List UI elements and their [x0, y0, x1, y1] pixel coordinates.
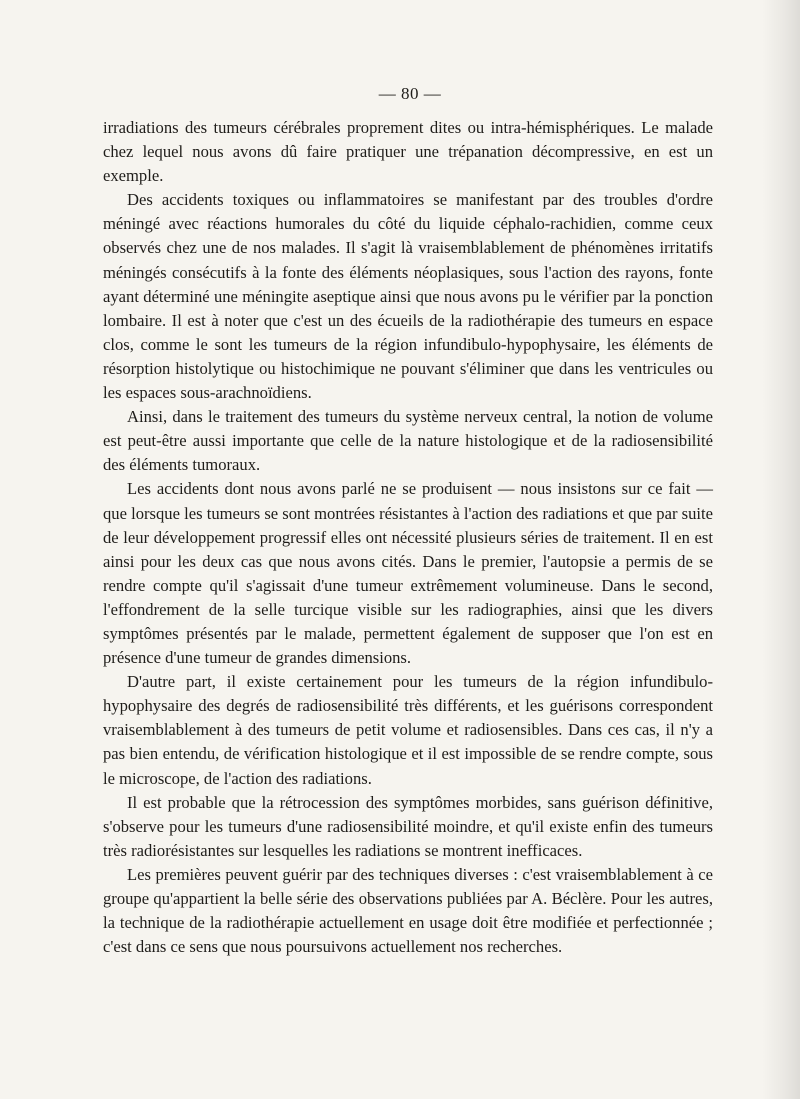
paragraph-radiosensitivity: D'autre part, il existe certainement pour les tumeurs de la région infundibulo-hypophysaire des degrés de radiosensibilité très différents, et les guérisons correspondent vraisemblablement à des tumeurs de petit volume et radiosensibles. Dans ces cas, il n'y a pas bien entendu, de vérification histologique et il est impossible de se rendre compte, sous le microscope, de l'action des radiations.: [103, 672, 713, 788]
paragraph-retrocession: Il est probable que la rétrocession des symptômes morbides, sans guérison définitive, s'observe pour les tumeurs d'une radiosensibilité moindre, et qu'il existe enfin des tumeurs très radiorésistantes sur lesquelles les radiations se montrent inefficaces.: [103, 792, 713, 860]
paragraph-toxic-accidents: Des accidents toxiques ou inflammatoires se manifestant par des troubles d'ordre méningé avec réactions humorales du côté du liquide céphalo-rachidien, comme ceux observés chez une de nos malades. Il s'agit là vraisemblablement de phénomènes irritatifs méningés consécutifs à la fonte des éléments néoplasiques, sous l'action des rayons, fonte ayant déterminé une méningite aseptique ainsi que nous avons pu le vérifier par la ponction lombaire. Il est à noter que c'est un des écueils de la radiothérapie des tumeurs en espace clos, comme le sont les tumeurs de la région infundibulo-hypophysaire, les éléments de résorption histolytique ou histochimique ne pouvant s'éliminer que dans les ventricules ou les espaces sous-arachnoïdiens.: [103, 190, 713, 403]
page-number: — 80 —: [378, 84, 442, 103]
paragraph-conclusion: Les premières peuvent guérir par des techniques diverses : c'est vraisemblablement à ce groupe qu'appartient la belle série des observations publiées par A. Béclère. Pour les autres, la technique de la radiothérapie actuellement en usage doit être modifiée et perfectionnée ; c'est dans ce sens que nous poursuivons actuellement nos recherches.: [103, 864, 713, 957]
paragraph-accidents-resistant: Les accidents dont nous avons parlé ne se produisent — nous insistons sur ce fait — que lorsque les tumeurs se sont montrées résistantes à l'action des radiations et que par suite de leur développement progressif elles ont nécessité plusieurs séries de traitement. Il en est ainsi pour les deux cas que nous avons cités. Dans le premier, l'autopsie a permis de se rendre compte qu'il s'agissait d'une tumeur extrêmement volumineuse. Dans le second, l'effondrement de la selle turcique visible sur les radiographies, ainsi que les divers symptômes présentés par le malade, permettent également de supposer que l'on est en présence d'une tumeur de grandes dimensions.: [103, 479, 713, 668]
paragraph-volume-notion: Ainsi, dans le traitement des tumeurs du système nerveux central, la notion de volume est peut-être aussi importante que celle de la nature histologique et de la radiosensibilité des éléments tumoraux.: [103, 407, 713, 475]
paragraph-continued: irradiations des tumeurs cérébrales proprement dites ou intra-hémisphériques. Le malade chez lequel nous avons dû faire pratiquer une trépanation décompressive, en est un exemple.: [103, 118, 713, 186]
text-body: [103, 116, 713, 959]
page-edge-shadow: [762, 0, 800, 1099]
